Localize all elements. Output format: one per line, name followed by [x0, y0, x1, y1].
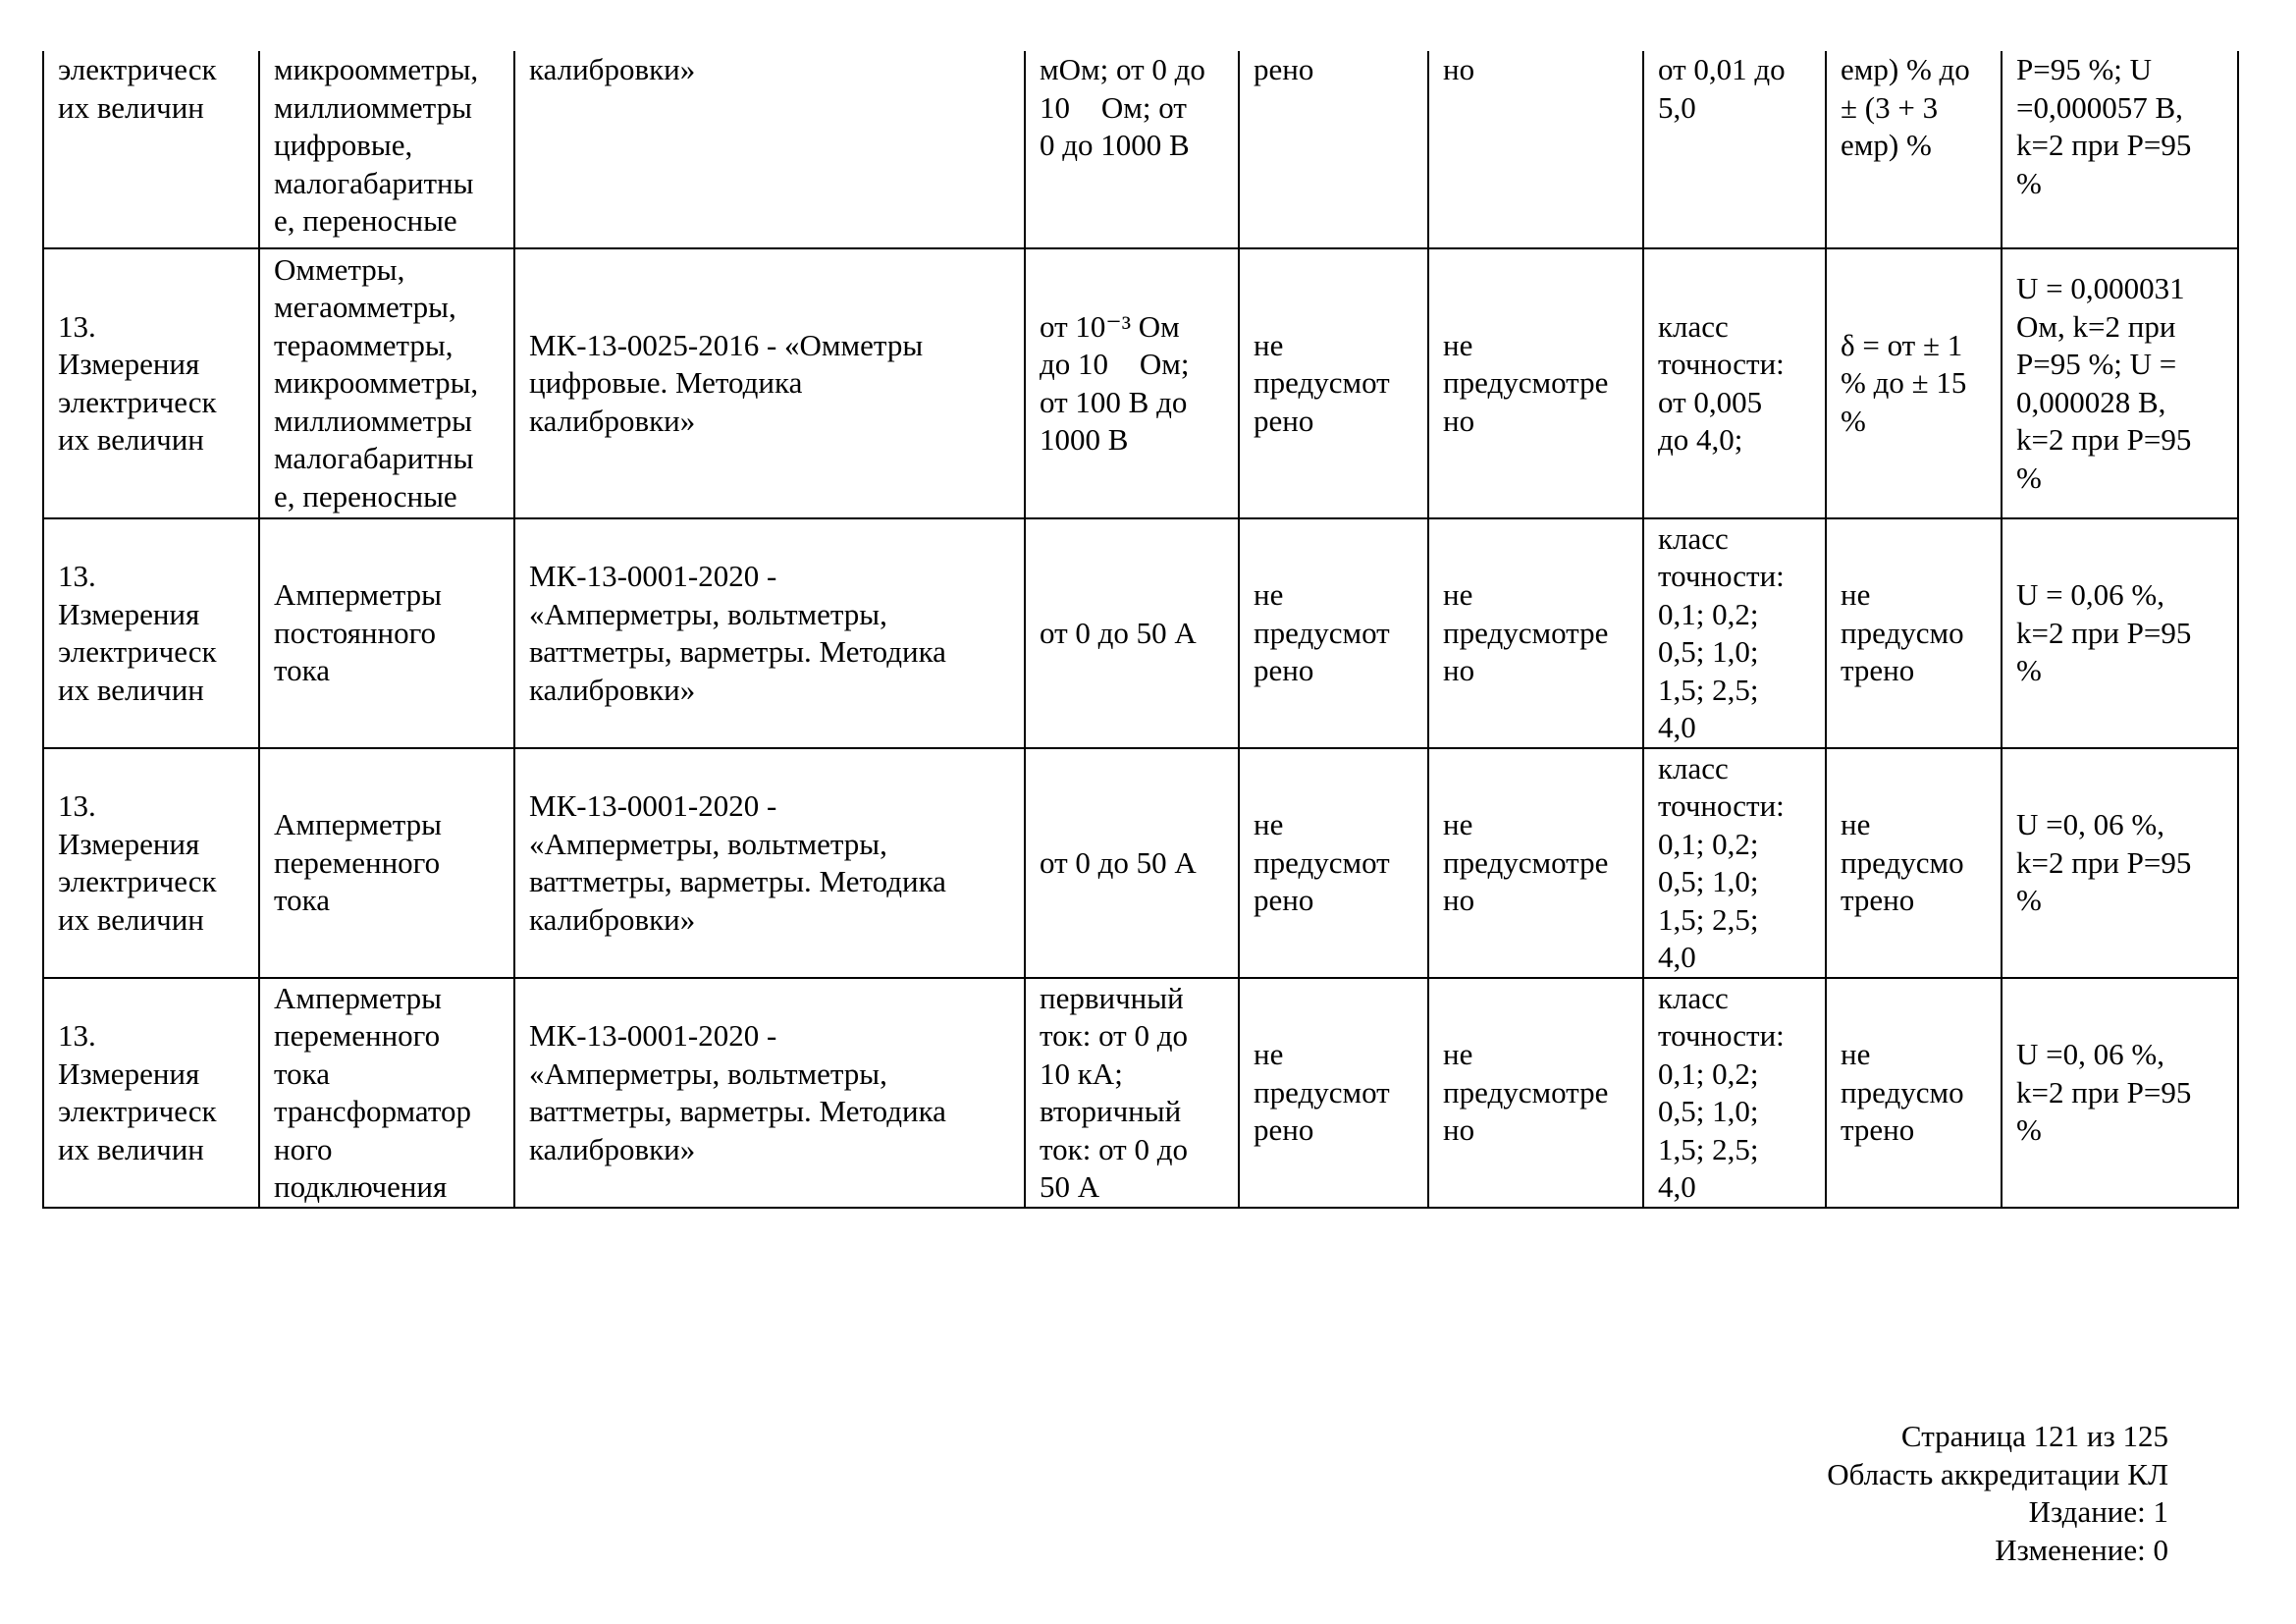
cell-instrument: микроомметры, миллиомметры цифровые, малогабаритны е, переносные: [259, 51, 514, 248]
cell-instrument: Амперметры переменного тока трансформатор ного подключения: [259, 978, 514, 1208]
page-footer: [1827, 1418, 2168, 1569]
cell-col5: не предусмот рено: [1239, 748, 1428, 978]
table-row: [43, 248, 2238, 518]
cell-range: первичный ток: от 0 до 10 кА; вторичный ток: от 0 до 50 А: [1025, 978, 1239, 1208]
edition-label: Издание: 1: [2028, 1494, 2168, 1529]
table-row: [43, 518, 2238, 748]
cell-instrument: Амперметры переменного тока: [259, 748, 514, 978]
cell-method: МК-13-0001-2020 - «Амперметры, вольтметры, ваттметры, варметры. Методика калибровки»: [514, 518, 1025, 748]
cell-col6: но: [1428, 51, 1643, 248]
cell-method: МК-13-0025-2016 - «Омметры цифровые. Методика калибровки»: [514, 248, 1025, 518]
cell-error: не предусмо трено: [1826, 748, 2002, 978]
cell-col5: не предусмот рено: [1239, 518, 1428, 748]
cell-error: δ = от ± 1 % до ± 15 %: [1826, 248, 2002, 518]
cell-instrument: Омметры, мегаомметры, тераомметры, микроомметры, миллиомметры малогабаритны е, переносные: [259, 248, 514, 518]
cell-accuracy: класс точности: 0,1; 0,2; 0,5; 1,0; 1,5; 2,5; 4,0: [1643, 518, 1826, 748]
cell-col5: не предусмот рено: [1239, 978, 1428, 1208]
cell-accuracy: от 0,01 до 5,0: [1643, 51, 1826, 248]
change-label: Изменение: 0: [1995, 1532, 2168, 1567]
cell-accuracy: класс точности: от 0,005 до 4,0;: [1643, 248, 1826, 518]
cell-method: МК-13-0001-2020 - «Амперметры, вольтметры, ваттметры, варметры. Методика калибровки»: [514, 978, 1025, 1208]
cell-field: 13. Измерения электрическ их величин: [43, 978, 259, 1208]
cell-field: 13. Измерения электрическ их величин: [43, 518, 259, 748]
cell-range: мОм; от 0 до 10  Ом; от 0 до 1000 В: [1025, 51, 1239, 248]
page-number: Страница 121 из 125: [1900, 1419, 2168, 1453]
cell-uncertainty: U =0, 06 %, k=2 при P=95 %: [2002, 748, 2238, 978]
cell-error: не предусмо трено: [1826, 978, 2002, 1208]
cell-method: МК-13-0001-2020 - «Амперметры, вольтметры, ваттметры, варметры. Методика калибровки»: [514, 748, 1025, 978]
cell-error: не предусмо трено: [1826, 518, 2002, 748]
cell-uncertainty: U = 0,000031 Ом, k=2 при P=95 %; U = 0,000028 В, k=2 при P=95 %: [2002, 248, 2238, 518]
cell-field: 13. Измерения электрическ их величин: [43, 248, 259, 518]
cell-field: электрическ их величин: [43, 51, 259, 248]
table-row: [43, 748, 2238, 978]
cell-col5: не предусмот рено: [1239, 248, 1428, 518]
cell-instrument: Амперметры постоянного тока: [259, 518, 514, 748]
cell-accuracy: класс точности: 0,1; 0,2; 0,5; 1,0; 1,5; 2,5; 4,0: [1643, 978, 1826, 1208]
table-row: [43, 978, 2238, 1208]
cell-uncertainty: U = 0,06 %, k=2 при P=95 %: [2002, 518, 2238, 748]
cell-col6: не предусмотре но: [1428, 748, 1643, 978]
cell-field: 13. Измерения электрическ их величин: [43, 748, 259, 978]
cell-uncertainty: U =0, 06 %, k=2 при P=95 %: [2002, 978, 2238, 1208]
cell-range: от 0 до 50 А: [1025, 518, 1239, 748]
cell-range: от 10⁻³ Ом до 10  Ом; от 100 В до 1000 В: [1025, 248, 1239, 518]
table-row: [43, 51, 2238, 248]
cell-method: калибровки»: [514, 51, 1025, 248]
cell-col6: не предусмотре но: [1428, 248, 1643, 518]
accreditation-scope-label: Область аккредитации КЛ: [1827, 1456, 2168, 1491]
cell-range: от 0 до 50 А: [1025, 748, 1239, 978]
cell-col5: рено: [1239, 51, 1428, 248]
cell-error: емр) % до ± (3 + 3 емр) %: [1826, 51, 2002, 248]
measurement-table: [42, 51, 2239, 1209]
cell-accuracy: класс точности: 0,1; 0,2; 0,5; 1,0; 1,5; 2,5; 4,0: [1643, 748, 1826, 978]
cell-col6: не предусмотре но: [1428, 978, 1643, 1208]
accreditation-table: [42, 51, 2237, 1209]
cell-col6: не предусмотре но: [1428, 518, 1643, 748]
cell-uncertainty: P=95 %; U =0,000057 В, k=2 при P=95 %: [2002, 51, 2238, 248]
